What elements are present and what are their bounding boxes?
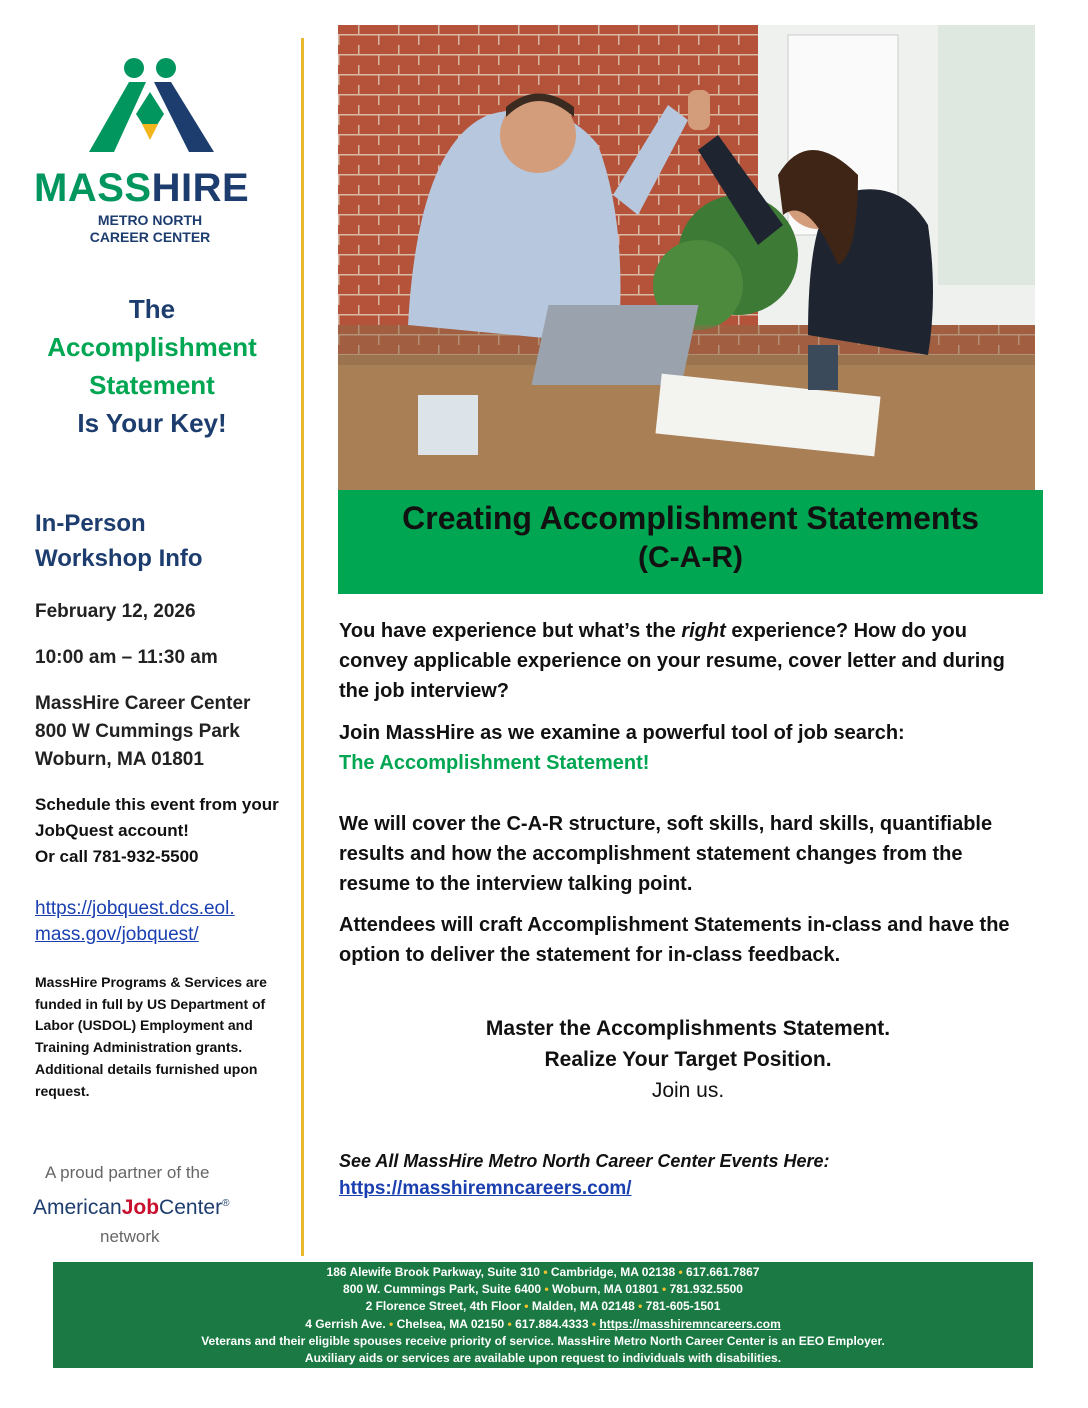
american-job-center-logo: AmericanJobCenter® [33, 1196, 230, 1219]
footer-address-woburn: 800 W. Cummings Park, Suite 6400 • Woburn, MA 01801 • 781.932.5500 [343, 1282, 743, 1297]
title-banner [338, 490, 1043, 594]
schedule-text: Schedule this event from your JobQuest account! Or call 781-932-5500 [35, 795, 279, 866]
closing-text: Master the Accomplishments Statement. Realize Your Target Position. Join us. [485, 1017, 891, 1102]
workshop-title: Creating Accomplishment Statements [402, 500, 979, 536]
workshop-heading: In-Person Workshop Info [35, 510, 203, 572]
footer-eeo-statement: Veterans and their eligible spouses receive priority of service. MassHire Metro North Career Center is an EEO Employer. [201, 1333, 885, 1348]
footer [53, 1262, 1033, 1368]
office-high-five-photo [338, 25, 1035, 490]
attendees-paragraph: Attendees will craft Accomplishment Statements in-class and have the option to deliver the statement for in-class feedback. [339, 914, 1010, 966]
workshop-subtitle: (C-A-R) [638, 541, 743, 574]
workshop-date: February 12, 2026 [35, 601, 196, 622]
column-divider [301, 38, 304, 1256]
partner-line: A proud partner of the [45, 1163, 210, 1182]
cover-paragraph: We will cover the C-A-R structure, soft skills, hard skills, quantifiable results and how the accomplishment statement changes from the resume to the interview talking point. [339, 813, 993, 895]
join-paragraph: Join MassHire as we examine a powerful tool of job search: The Accomplishment Statement! [339, 722, 905, 774]
logo-wordmark: MASSHIRE [34, 166, 250, 210]
footer-address-cambridge: 186 Alewife Brook Parkway, Suite 310 • Cambridge, MA 02138 • 617.661.7867 [326, 1265, 760, 1279]
partner-network: network [100, 1227, 160, 1246]
footer-address-malden: 2 Florence Street, 4th Floor • Malden, MA 02148 • 781-605-1501 [365, 1299, 721, 1314]
workshop-location: MassHire Career Center 800 W Cummings Park Woburn, MA 01801 [35, 693, 251, 770]
funding-statement: MassHire Programs & Services are funded in full by US Department of Labor (USDOL) Employment and Training Administration grants. Additional details furnished upon request. [35, 974, 267, 1099]
see-all-events: See All MassHire Metro North Career Center Events Here: [339, 1151, 830, 1171]
jobquest-link[interactable]: https://jobquest.dcs.eol. mass.gov/jobquest/ [35, 898, 235, 945]
footer-address-chelsea: 4 Gerrish Ave. • Chelsea, MA 02150 • 617.884.4333 • https://masshiremncareers.com [305, 1316, 781, 1331]
events-link[interactable]: https://masshiremncareers.com/ [339, 1178, 632, 1199]
logo-subtitle: METRO NORTH CAREER CENTER [89, 212, 211, 245]
side-title: The Accomplishment Statement Is Your Key! [47, 294, 257, 438]
footer-accessibility-statement: Auxiliary aids or services are available upon request to individuals with disabilities. [304, 1351, 782, 1366]
workshop-time: 10:00 am – 11:30 am [35, 647, 218, 668]
intro-paragraph: You have experience but what’s the right experience? How do you convey applicable experience on your resume, cover letter and during the job interview? [339, 620, 1005, 702]
footer-website-link[interactable]: https://masshiremncareers.com [599, 1316, 781, 1331]
